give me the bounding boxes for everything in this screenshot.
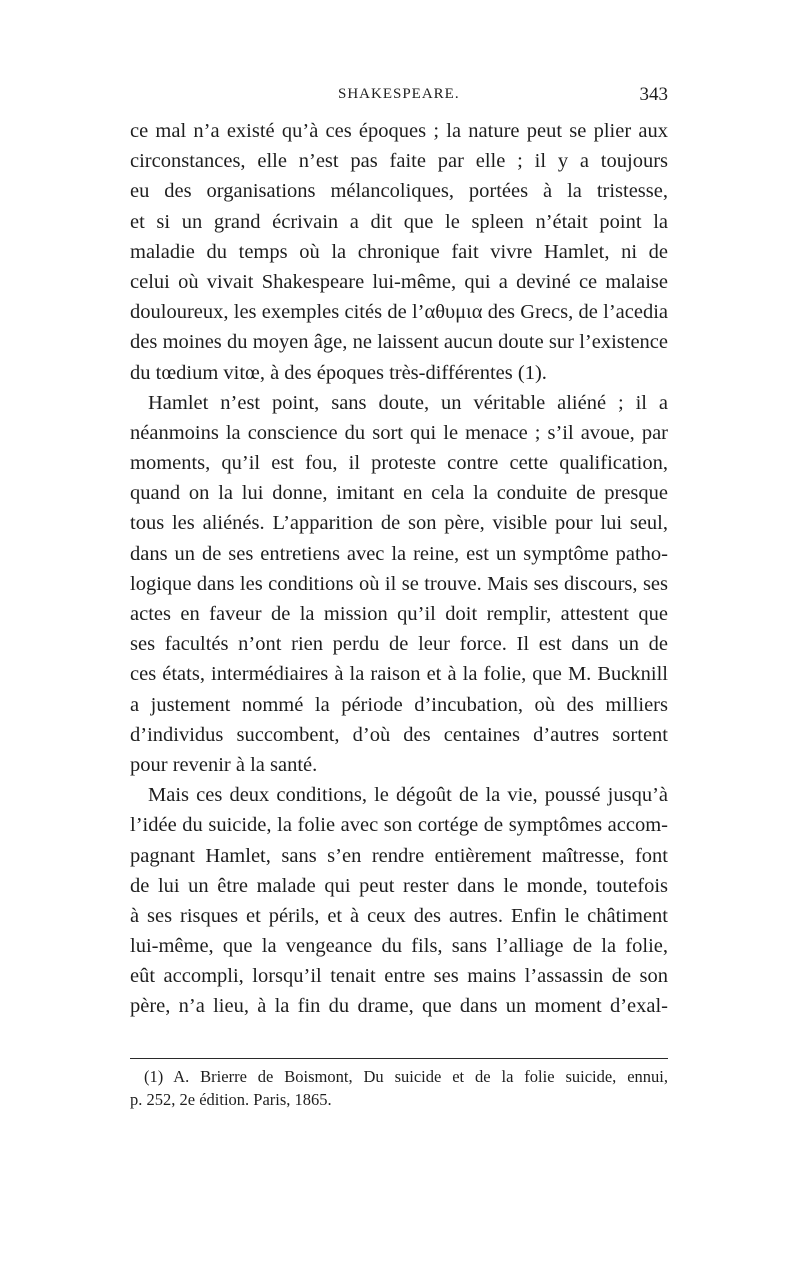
text-line: néanmoins la conscience du sort qui le menace ; s’il avoue, par <box>130 421 668 444</box>
body-text <box>130 116 668 1022</box>
text-line: lui-même, que la vengeance du fils, sans l’alliage de la folie, <box>130 935 668 958</box>
text-line: Hamlet n’est point, sans doute, un véritable aliéné ; il a <box>148 391 668 414</box>
text-line: maladie du temps où la chronique fait vivre Hamlet, ni de <box>130 240 668 263</box>
page-number: 343 <box>639 84 668 105</box>
text-line: pour revenir à la santé. <box>130 753 318 776</box>
running-title: SHAKESPEARE. <box>338 86 460 102</box>
text-line: moments, qu’il est fou, il proteste contre cette qualification, <box>130 452 668 475</box>
page-header <box>130 86 668 116</box>
text-line: d’individus succombent, d’où des centaines d’autres sortent <box>130 723 668 746</box>
footnote-divider <box>130 1058 668 1059</box>
text-line: ce mal n’a existé qu’à ces époques ; la nature peut se plier aux <box>130 120 668 142</box>
text-line: ses facultés n’ont rien perdu de leur force. Il est dans un de <box>130 633 668 656</box>
footnote-line: p. 252, 2e édition. Paris, 1865. <box>130 1089 332 1109</box>
text-line: du tœdium vitœ, à des époques très-différentes (1). <box>130 361 547 384</box>
text-line: de lui un être malade qui peut rester dans le monde, toutefois <box>130 874 668 897</box>
text-line: eu des organisations mélancoliques, portées à la tristesse, <box>130 180 668 203</box>
text-line: ces états, intermédiaires à la raison et à la folie, que M. Bucknill <box>130 663 668 686</box>
text-line: pagnant Hamlet, sans s’en rendre entièrement maîtresse, font <box>130 844 668 867</box>
text-line: tous les aliénés. L’apparition de son père, visible pour lui seul, <box>130 512 668 535</box>
text-line: Mais ces deux conditions, le dégoût de la vie, poussé jusqu’à <box>148 784 668 807</box>
text-line: actes en faveur de la mission qu’il doit remplir, attestent que <box>130 603 668 625</box>
text-line: dans un de ses entretiens avec la reine, est un symptôme patho- <box>130 542 668 565</box>
text-line: douloureux, les exemples cités de l’αθυμια des Grecs, de l’acedia <box>130 301 668 324</box>
text-line: père, n’a lieu, à la fin du drame, que dans un moment d’exal- <box>130 995 668 1018</box>
text-line: et si un grand écrivain a dit que le spleen n’était point la <box>130 210 668 233</box>
footnote <box>130 1065 668 1111</box>
text-line: eût accompli, lorsqu’il tenait entre ses mains l’assassin de son <box>130 965 668 988</box>
text-line: à ses risques et périls, et à ceux des autres. Enfin le châtiment <box>130 904 668 927</box>
text-line: l’idée du suicide, la folie avec son cortége de symptômes accom- <box>130 814 668 837</box>
footnote-line: (1) A. Brierre de Boismont, Du suicide et de la folie suicide, ennui, <box>144 1066 668 1086</box>
text-line: des moines du moyen âge, ne laissent aucun doute sur l’existence <box>130 331 668 354</box>
text-line: celui où vivait Shakespeare lui-même, qui a deviné ce malaise <box>130 270 668 293</box>
text-line: circonstances, elle n’est pas faite par elle ; il y a toujours <box>130 150 668 173</box>
text-line: logique dans les conditions où il se trouve. Mais ses discours, ses <box>130 572 668 595</box>
text-line: a justement nommé la période d’incubation, où des milliers <box>130 693 668 716</box>
book-page <box>130 86 668 1111</box>
text-line: quand on la lui donne, imitant en cela la conduite de presque <box>130 482 668 505</box>
